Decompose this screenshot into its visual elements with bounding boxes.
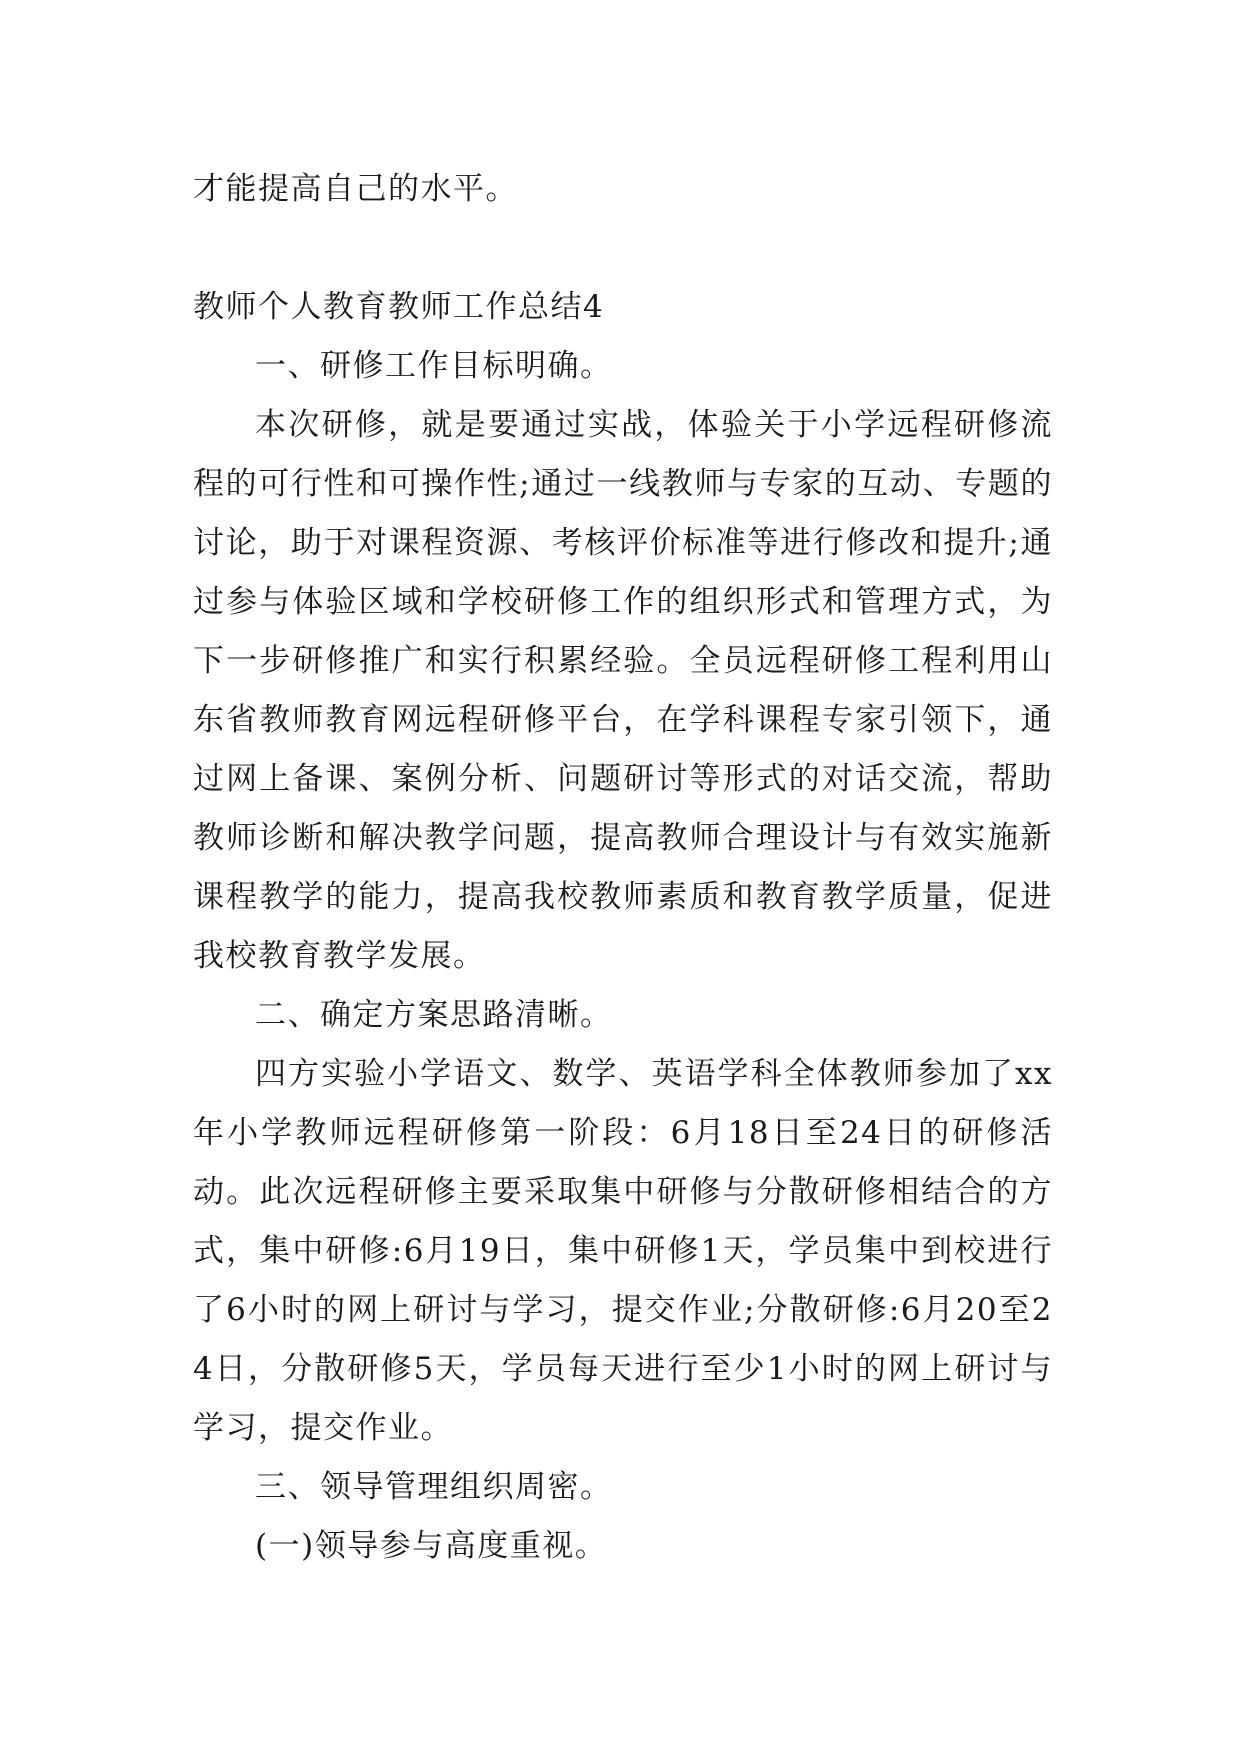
paragraph-research-goals: 本次研修，就是要通过实战，体验关于小学远程研修流程的可行性和可操作性;通过一线教师与专家的互动、专题的讨论，助于对课程资源、考核评价标准等进行修改和提升;通过参与体验区域和学校研修工作的组织形式和管理方式，为下一步研修推广和实行积累经验。全员远程研修工程利用山东省教师教育网远程研修平台，在学科课程专家引领下，通过网上备课、案例分析、问题研讨等形式的对话交流，帮助教师诊断和解决教学问题，提高教师合理设计与有效实施新课程教学的能力，提高我校教师素质和教育教学质量，促进我校教育教学发展。 [193,407,1053,974]
heading-one: 一、研修工作目标明确。 [255,348,613,384]
paragraph-continuation: 才能提高自己的水平。 [193,171,518,207]
subheading-one: (一)领导参与高度重视。 [255,1528,608,1564]
paragraph-plan: 四方实验小学语文、数学、英语学科全体教师参加了xx年小学教师远程研修第一阶段：6月18日至24日的研修活动。此次远程研修主要采取集中研修与分散研修相结合的方式，集中研修:6月19日，集中研修1天，学员集中到校进行了6小时的网上研讨与学习，提交作业;分散研修:6月20至24日，分散研修5天，学员每天进行至少1小时的网上研讨与学习，提交作业。 [193,1056,1053,1446]
heading-three: 三、领导管理组织周密。 [255,1469,613,1505]
section-title: 教师个人教育教师工作总结4 [193,289,605,325]
heading-two: 二、确定方案思路清晰。 [255,997,613,1033]
document-body [193,160,1053,1576]
